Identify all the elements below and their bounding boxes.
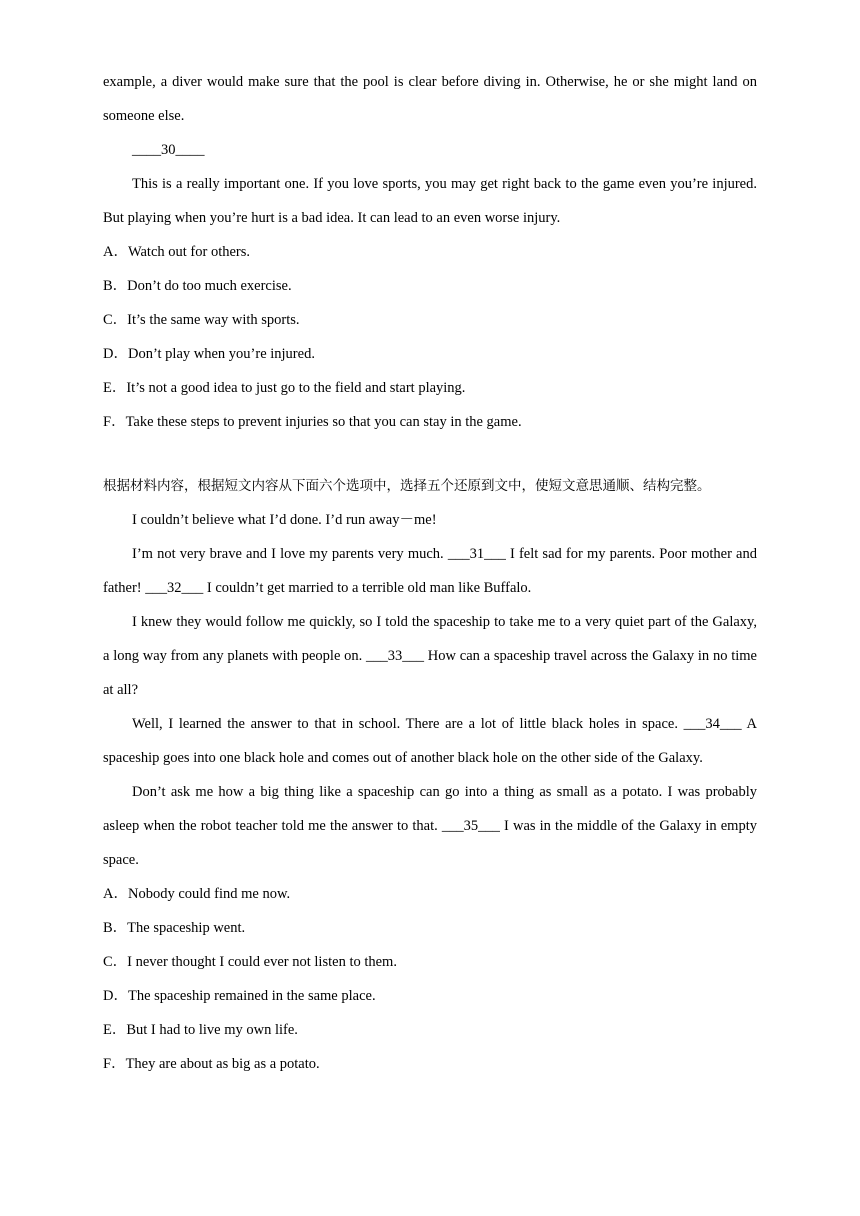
passage-continuation: example, a diver would make sure that the pool is clear before diving in. Otherwise, he or she might land on someone else. xyxy=(103,74,757,124)
passage-paragraph: I knew they would follow me quickly, so I told the spaceship to take me to a very quiet part of the Galaxy, a long way from any planets with people on. ___33___ How can a spaceship travel across the Galaxy in no time at all? xyxy=(103,614,757,698)
option-a: A．Nobody could find me now. xyxy=(103,886,291,902)
passage-paragraph: I’m not very brave and I love my parents very much. ___31___ I felt sad for my parents. Poor mother and father! ___32___ I couldn’t get married to a terrible old man like Buffalo. xyxy=(103,546,757,596)
option-b: B．The spaceship went. xyxy=(103,920,246,936)
passage-paragraph: Well, I learned the answer to that in school. There are a lot of little black holes in space. ___34___ A spaceship goes into one black hole and comes out of another black hole on the other side of the Galaxy. xyxy=(103,716,757,766)
passage-paragraph: This is a really important one. If you love sports, you may get right back to the game even you’re injured. But playing when you’re hurt is a bad idea. It can lead to an even worse injury. xyxy=(103,176,757,226)
option-a: A．Watch out for others. xyxy=(103,244,251,260)
blank-heading-30: ____30____ xyxy=(132,142,205,158)
document-page xyxy=(103,65,757,1081)
option-e: E．It’s not a good idea to just go to the field and start playing. xyxy=(103,380,466,396)
option-f: F．Take these steps to prevent injuries so that you can stay in the game. xyxy=(103,414,522,430)
option-c: C．It’s the same way with sports. xyxy=(103,312,300,328)
question-instruction: 根据材料内容，根据短文内容从下面六个选项中，选择五个还原到文中，使短文意思通顺、结构完整。 xyxy=(103,478,711,494)
passage-paragraph: I couldn’t believe what I’d done. I’d run away－me! xyxy=(132,512,437,528)
option-b: B．Don’t do too much exercise. xyxy=(103,278,292,294)
options-list-1 xyxy=(103,235,757,439)
option-d: D．Don’t play when you’re injured. xyxy=(103,346,315,362)
option-f: F．They are about as big as a potato. xyxy=(103,1056,320,1072)
option-e: E．But I had to live my own life. xyxy=(103,1022,298,1038)
option-d: D．The spaceship remained in the same place. xyxy=(103,988,376,1004)
passage-paragraph: Don’t ask me how a big thing like a spaceship can go into a thing as small as a potato. I was probably asleep when the robot teacher told me the answer to that. ___35___ I was in the middle of the Galaxy in empty space. xyxy=(103,784,757,868)
section-gap xyxy=(103,439,757,469)
passage-2 xyxy=(103,503,757,877)
options-list-2 xyxy=(103,877,757,1081)
option-c: C．I never thought I could ever not listen to them. xyxy=(103,954,397,970)
